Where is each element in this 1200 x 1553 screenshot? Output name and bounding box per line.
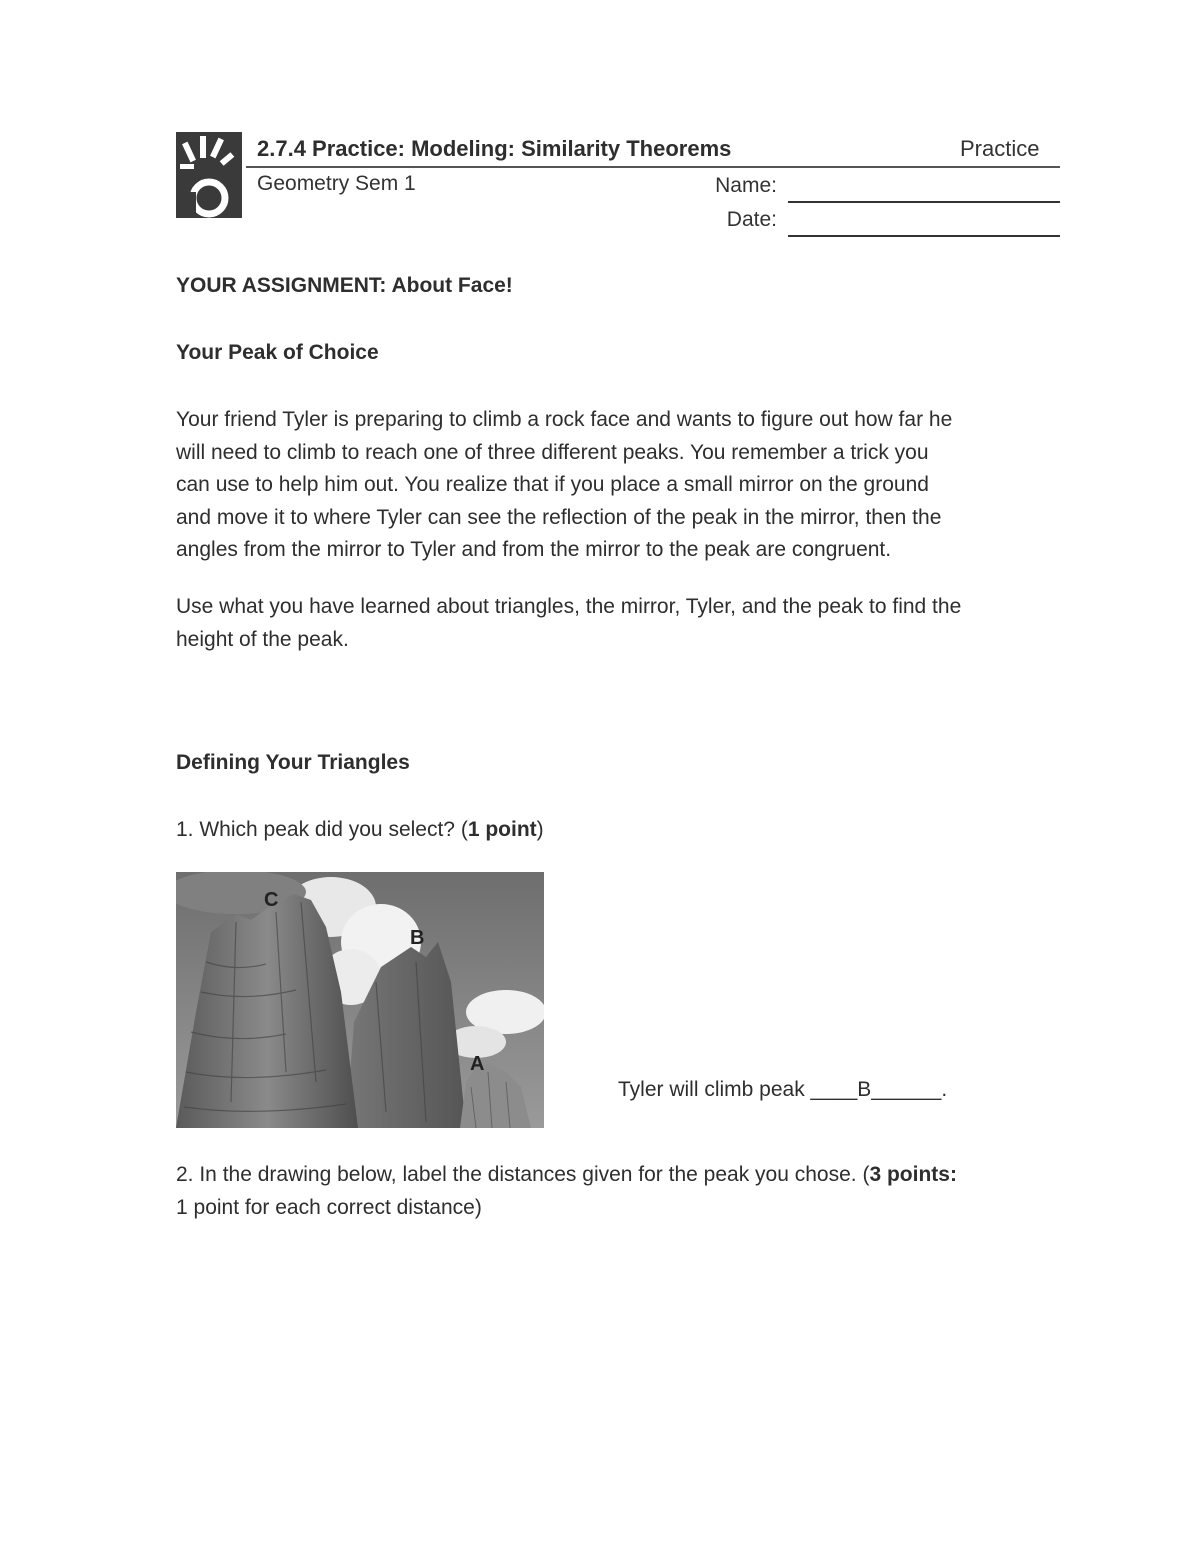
paragraph-line: height of the peak.	[176, 627, 349, 651]
worksheet-type: Practice	[960, 136, 1040, 161]
peak-label-c: C	[264, 889, 279, 911]
name-label: Name:	[715, 174, 777, 197]
paragraph-line: can use to help him out. You realize that if you place a small mirror on the ground	[176, 473, 929, 496]
course-name: Geometry Sem 1	[257, 172, 416, 195]
date-field[interactable]	[788, 235, 1060, 237]
paragraph-line: will need to climb to reach one of three different peaks. You remember a trick you	[176, 440, 929, 464]
instruction-paragraph	[176, 591, 1066, 656]
question-2	[176, 1158, 1066, 1224]
paragraph-line: Use what you have learned about triangles, the mirror, Tyler, and the peak to find the	[176, 595, 962, 618]
assignment-heading: YOUR ASSIGNMENT: About Face!	[176, 274, 513, 297]
name-field[interactable]	[788, 201, 1060, 203]
header-divider	[246, 166, 1060, 168]
section-heading-triangles: Defining Your Triangles	[176, 751, 410, 774]
paragraph-line: Your friend Tyler is preparing to climb a rock face and wants to figure out how far he	[176, 408, 953, 431]
paragraph-line: angles from the mirror to Tyler and from the mirror to the peak are congruent.	[176, 538, 892, 561]
peak-label-b: B	[410, 927, 425, 949]
peak-label-a: A	[470, 1053, 485, 1075]
peak-answer-field[interactable]: B	[857, 1078, 872, 1101]
date-label: Date:	[726, 208, 777, 231]
question-2-line-1: 2. In the drawing below, label the distances given for the peak you chose. (3 points:	[176, 1163, 957, 1186]
question-1-points: 1 point	[467, 818, 537, 841]
intro-paragraph	[176, 404, 1066, 567]
question-2-points: 3 points:	[869, 1163, 957, 1186]
paragraph-line: and move it to where Tyler can see the reflection of the peak in the mirror, then the	[176, 505, 942, 529]
worksheet-title: 2.7.4 Practice: Modeling: Similarity Theorems	[257, 136, 732, 161]
question-1: 1. Which peak did you select? (1 point)	[176, 818, 544, 841]
school-logo-icon	[176, 132, 242, 218]
question-2-line-2: 1 point for each correct distance)	[176, 1196, 482, 1219]
section-heading-peak-choice: Your Peak of Choice	[176, 341, 379, 364]
peak-answer: Tyler will climb peak ____B______.	[618, 1078, 948, 1101]
peaks-photo	[176, 872, 544, 1128]
